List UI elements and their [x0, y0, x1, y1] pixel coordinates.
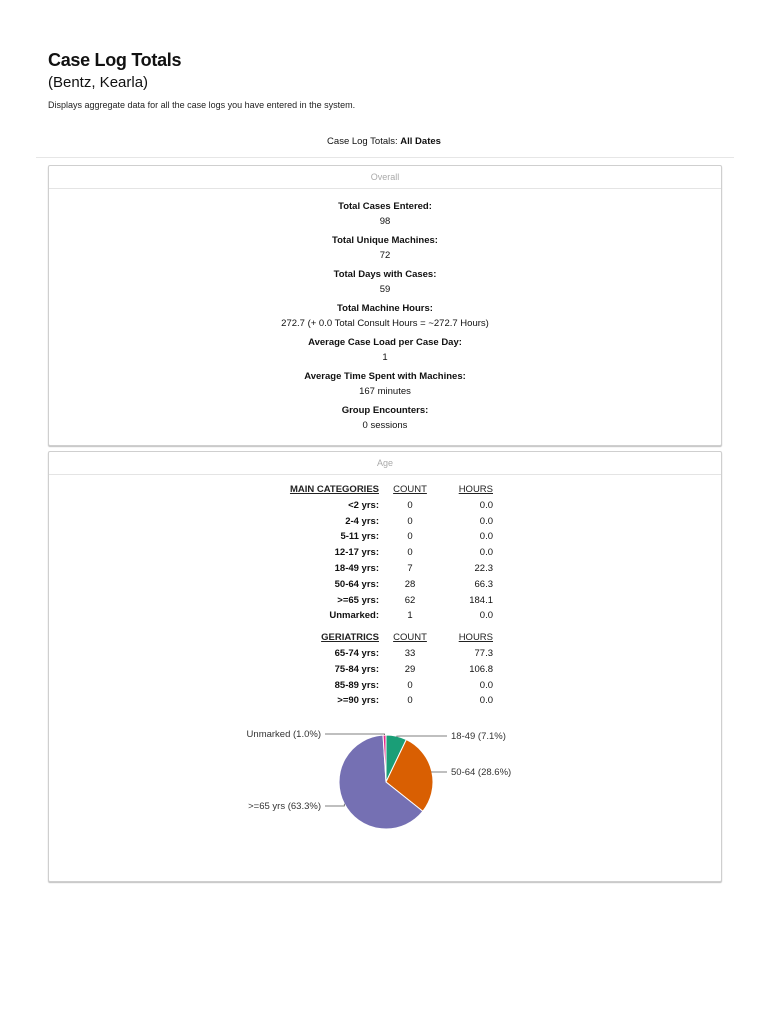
range-value: All Dates: [400, 136, 441, 147]
pie-leader-line: [325, 734, 385, 735]
stat-value: 0 sessions: [362, 420, 408, 431]
row-label: 18-49 yrs:: [334, 562, 379, 574]
row-label: 2-4 yrs:: [345, 515, 379, 527]
pie-slice-label: 50-64 (28.6%): [451, 767, 512, 778]
row-label: 85-89 yrs:: [334, 679, 379, 691]
stat-label: Average Time Spent with Machines:: [304, 371, 466, 382]
stat-label: Total Machine Hours:: [337, 303, 433, 314]
row-label: >=65 yrs:: [337, 594, 379, 606]
row-hours: 0.0: [479, 695, 493, 707]
header-count: COUNT: [393, 484, 427, 495]
header-hours: HOURS: [458, 632, 493, 644]
row-label: 75-84 yrs:: [334, 663, 379, 675]
page-description: Displays aggregate data for all the case logs you have entered in the system.: [48, 100, 356, 110]
row-hours: 66.3: [474, 578, 493, 590]
header-hours: HOURS: [458, 484, 493, 495]
age-pie-chart: [49, 452, 719, 879]
row-hours: 0.0: [479, 531, 493, 543]
stat-label: Total Unique Machines:: [332, 235, 438, 246]
age-panel-heading: Age: [49, 452, 721, 475]
overall-stats: [49, 189, 721, 433]
row-hours: 0.0: [479, 547, 493, 559]
row-hours: 0.0: [479, 679, 493, 691]
row-count: 29: [404, 663, 416, 675]
row-count: 28: [404, 578, 416, 590]
row-count: 0: [407, 547, 413, 559]
row-count: 0: [407, 531, 413, 543]
row-count: 7: [407, 562, 413, 574]
stat-label: Group Encounters:: [341, 405, 429, 416]
row-hours: 22.3: [474, 562, 493, 574]
pie-slice-label: Unmarked (1.0%): [246, 729, 321, 740]
pie-slice-label: >=65 yrs (63.3%): [248, 801, 321, 812]
row-label: 50-64 yrs:: [334, 578, 379, 590]
stat-value: 59: [379, 284, 391, 295]
row-count: 0: [407, 515, 413, 527]
row-label: >=90 yrs:: [337, 695, 379, 707]
row-count: 0: [407, 679, 413, 691]
row-hours: 77.3: [474, 647, 493, 659]
row-label: 5-11 yrs:: [340, 531, 379, 543]
row-label: 65-74 yrs:: [334, 647, 379, 659]
overall-panel: [48, 165, 722, 446]
row-count: 0: [407, 499, 413, 511]
stat-label: Average Case Load per Case Day:: [308, 337, 462, 348]
pie-leader-line: [432, 771, 447, 772]
row-hours: 106.8: [469, 663, 493, 675]
row-label: Unmarked:: [329, 610, 379, 622]
date-range-caption: [0, 136, 768, 147]
row-hours: 0.0: [479, 499, 493, 511]
page-subtitle: (Bentz, Kearla): [48, 74, 149, 91]
stat-value: 98: [379, 216, 391, 227]
row-hours: 184.1: [469, 594, 493, 606]
row-label: 12-17 yrs:: [334, 547, 379, 559]
header-geriatrics: GERIATRICS: [321, 632, 379, 644]
overall-panel-heading: Overall: [49, 166, 721, 189]
pie-slice-label: 18-49 (7.1%): [451, 731, 506, 742]
range-prefix: Case Log Totals:: [327, 136, 398, 147]
row-count: 1: [407, 610, 413, 622]
stat-value: 72: [379, 250, 391, 261]
row-hours: 0.0: [479, 610, 493, 622]
stat-label: Total Cases Entered:: [338, 201, 432, 212]
stat-value: 167 minutes: [359, 386, 411, 397]
header-count: COUNT: [393, 632, 427, 644]
stat-value: 1: [382, 352, 388, 363]
row-count: 0: [407, 695, 413, 707]
stat-label: Total Days with Cases:: [333, 269, 437, 280]
age-panel: [48, 451, 722, 882]
page-title: Case Log Totals: [48, 50, 182, 70]
row-count: 33: [404, 647, 416, 659]
stat-value: 272.7 (+ 0.0 Total Consult Hours = ~272.7 Hours): [281, 318, 489, 329]
row-count: 62: [404, 594, 416, 606]
pie-leader-line: [325, 804, 344, 806]
row-hours: 0.0: [479, 515, 493, 527]
header-main-categories: MAIN CATEGORIES: [289, 484, 379, 495]
row-label: <2 yrs:: [348, 499, 379, 511]
divider: [36, 157, 734, 158]
